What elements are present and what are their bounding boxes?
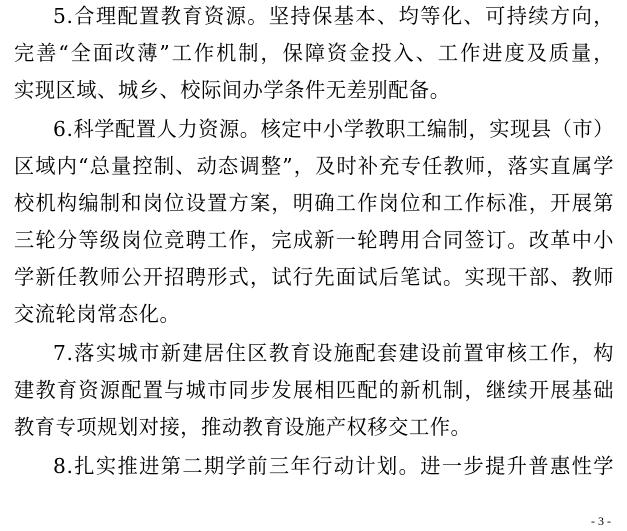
- paragraph-6-line-2: 区域内“总量控制、动态调整”，及时补充专任教师，落实直属学: [14, 154, 614, 178]
- paragraph-7-line-1: 7.落实城市新建居住区教育设施配套建设前置审核工作，构: [53, 341, 614, 365]
- paragraph-6-line-6: 交流轮岗常态化。: [14, 302, 181, 326]
- paragraph-6-line-4: 三轮分等级岗位竞聘工作，完成新一轮聘用合同签订。改革中小: [14, 228, 614, 252]
- page-number: - 3 -: [591, 514, 611, 528]
- paragraph-6-line-3: 校机构编制和岗位设置方案，明确工作岗位和工作标准，开展第: [14, 191, 614, 215]
- paragraph-7-line-2: 建教育资源配置与城市同步发展相匹配的新机制，继续开展基础: [14, 378, 614, 402]
- paragraph-7-line-3: 教育专项规划对接，推动教育设施产权移交工作。: [14, 415, 472, 439]
- paragraph-5-line-3: 实现区域、城乡、校际间办学条件无差别配备。: [14, 78, 451, 102]
- paragraph-6-line-1: 6.科学配置人力资源。核定中小学教职工编制，实现县（市）: [53, 117, 614, 141]
- paragraph-8-line-1: 8.扎实推进第二期学前三年行动计划。进一步提升普惠性学: [53, 454, 614, 478]
- paragraph-6-line-5: 学新任教师公开招聘形式，试行先面试后笔试。实现干部、教师: [14, 265, 614, 289]
- paragraph-5-line-2: 完善“全面改薄”工作机制，保障资金投入、工作进度及质量，: [14, 41, 614, 65]
- paragraph-5-line-1: 5.合理配置教育资源。坚持保基本、均等化、可持续方向，: [53, 4, 614, 28]
